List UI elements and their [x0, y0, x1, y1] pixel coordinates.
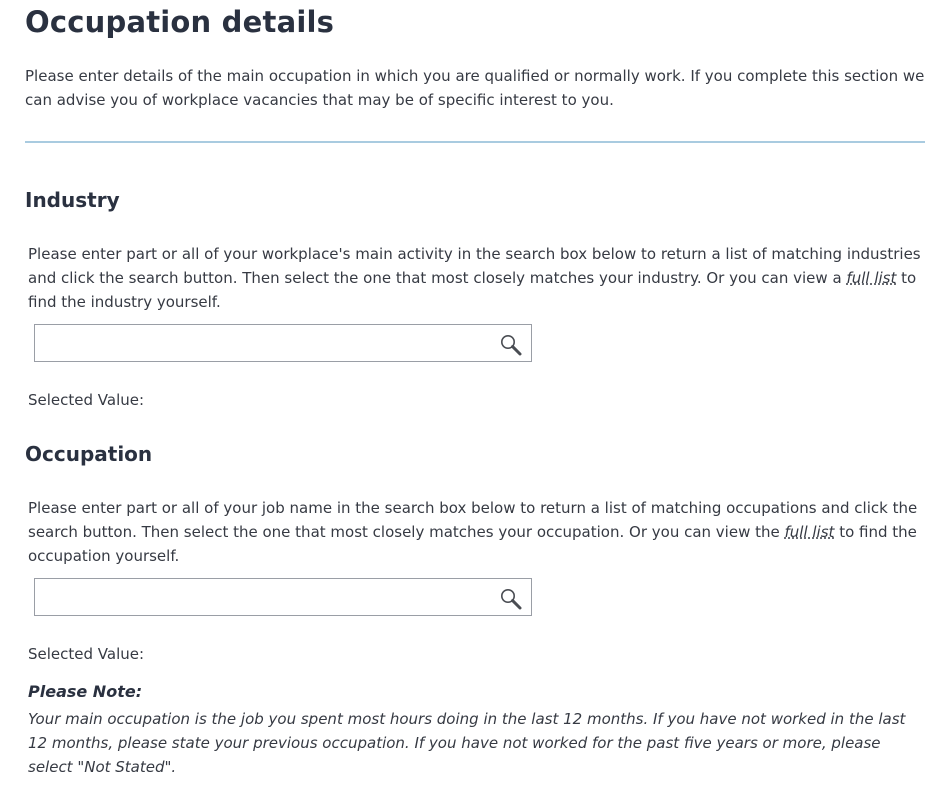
industry-help-text	[28, 242, 925, 314]
search-icon	[499, 333, 523, 357]
industry-search-input[interactable]	[35, 325, 490, 361]
occupation-search-box	[34, 578, 532, 616]
intro-text: Please enter details of the main occupation in which you are qualified or normally work. If you complete this section we can advise you of workplace vacancies that may be of specific interest to you.	[25, 67, 925, 109]
search-icon	[499, 587, 523, 611]
page-title: Occupation details	[25, 5, 335, 39]
industry-full-list-link[interactable]: full list	[846, 269, 897, 287]
industry-search-button[interactable]	[499, 333, 523, 357]
industry-selected-value: Selected Value:	[28, 391, 145, 409]
industry-search-box	[34, 324, 532, 362]
occupation-search-input[interactable]	[35, 579, 490, 615]
section-divider	[25, 141, 925, 143]
note-body: Your main occupation is the job you spent most hours doing in the last 12 months. If you have not worked in the last 12 months, please state your previous occupation. If you have not worked for the past five years or more, please select "Not Stated".	[28, 710, 906, 776]
occupation-full-list-link[interactable]: full list	[784, 523, 835, 541]
occupation-selected-value: Selected Value:	[28, 645, 145, 663]
occupation-help-after: to find the occupation yourself.	[28, 523, 917, 565]
industry-help-after: to find the industry yourself.	[28, 269, 917, 311]
occupation-search-button[interactable]	[499, 587, 523, 611]
note-title: Please Note:	[28, 682, 143, 701]
occupation-help-text	[28, 496, 925, 568]
occupation-heading: Occupation	[25, 442, 153, 466]
industry-help-before: Please enter part or all of your workplace's main activity in the search box below to return a list of matching industries and click the search button. Then select the one that most closely matches your industry. Or you can view a	[28, 245, 921, 287]
industry-heading: Industry	[25, 188, 120, 212]
occupation-help-before: Please enter part or all of your job name in the search box below to return a list of matching occupations and click the search button. Then select the one that most closely matches your occupation. Or you can view the	[28, 499, 918, 541]
